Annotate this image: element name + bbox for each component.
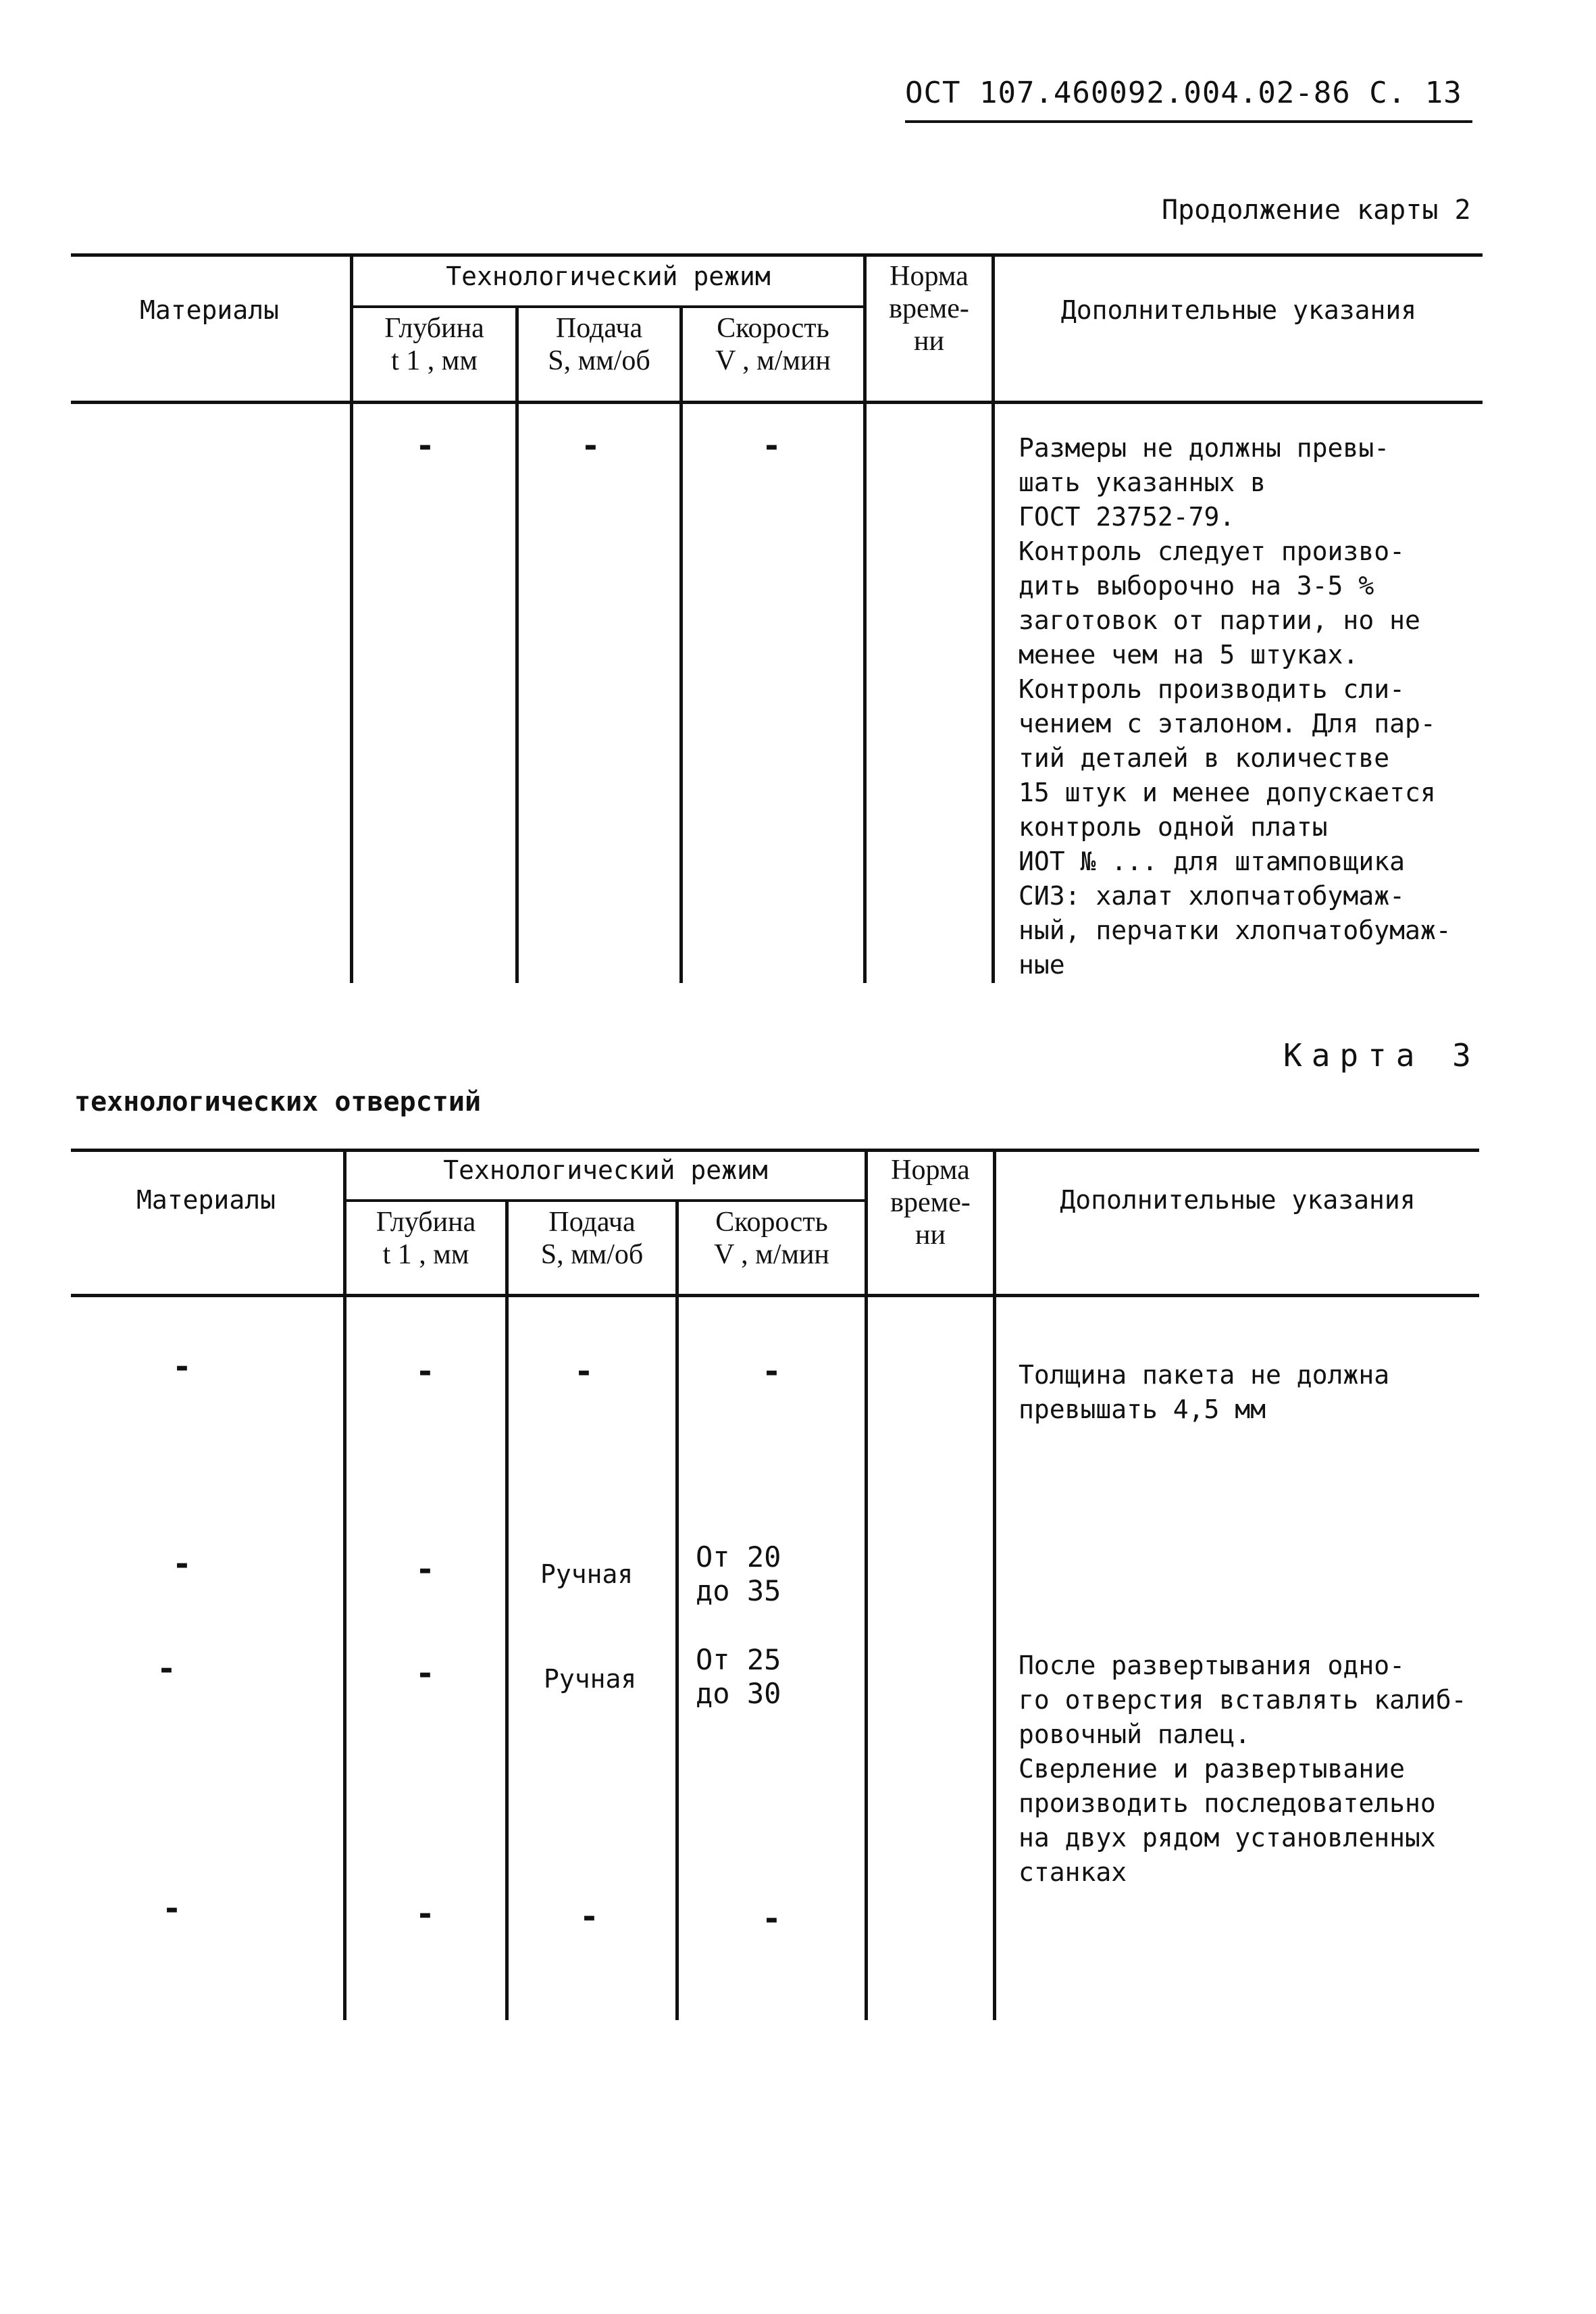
card2-speed-value: - [762,427,781,465]
card3-row2-feed: Ручная [540,1559,634,1589]
card3-row1-material: - [172,1348,192,1386]
col-depth: Глубина t 1 , мм [384,313,484,376]
card3-row3-depth: - [415,1655,435,1692]
col-materials: Материалы [140,295,279,325]
card3-row1-speed: - [762,1353,781,1390]
card2-notes: Размеры не должны превы- шать указанных в ГОСТ 23752-79. Контроль следует произво- дить выборочно на 3-5 % заготовок от партии, но не менее чем на 5 штуках. Контроль производить сли- чением с эталоном. Для пар- тий деталей в количестве 15 штук и менее допускается контроль одной платы ИОТ № ... для штамповщика СИЗ: халат хлопчатобумаж- ный, перчатки хлопчатобумаж- ные [1019,433,1451,980]
card2-feed-value: - [581,427,600,465]
card3-row4-feed: - [580,1898,599,1936]
card3-col-time-norm: Норма време- ни [890,1155,971,1251]
card3-col-speed: Скорость V , м/мин [714,1207,829,1270]
card3-col-tech-mode: Технологический режим [443,1155,768,1185]
header-underline [905,120,1472,123]
card3-row1-notes: Толщина пакета не должна превышать 4,5 мм [1019,1360,1390,1424]
card3-row1-depth: - [415,1353,435,1390]
card3-row2-material: - [172,1545,192,1583]
card3-row3-material: - [157,1650,176,1688]
card3-title: Карта 3 [1283,1037,1481,1074]
card2-depth-value: - [415,427,435,465]
card3-row4-depth: - [415,1895,435,1933]
col-feed: Подача S, мм/об [548,313,650,376]
continuation-label: Продолжение карты 2 [1162,195,1471,226]
card3-col-depth: Глубина t 1 , мм [376,1207,476,1270]
col-tech-mode: Технологический режим [446,261,771,291]
card3-row3-speed: От 25 до 30 [696,1643,781,1710]
card3-col-feed: Подача S, мм/об [540,1207,644,1270]
card3-row4-material: - [162,1890,182,1928]
card3-row2-speed: От 20 до 35 [696,1540,781,1607]
col-speed: Скорость V , м/мин [715,313,831,376]
card3-col-materials: Материалы [136,1185,276,1215]
card3-row3-feed: Ручная [544,1664,637,1694]
card3-subtitle: технологических отверстий [74,1086,482,1117]
card3-col-notes: Дополнительные указания [1060,1185,1416,1215]
card3-row3-notes: После развертывания одно- го отверстия вставлять калиб- ровочный палец. Сверление и развертывание производить последовательно на двух рядом установленных станках [1019,1651,1467,1887]
col-time-norm: Норма време- ни [889,261,969,357]
card3-row2-depth: - [415,1551,435,1588]
col-notes: Дополнительные указания [1060,295,1417,325]
card3-row1-feed: - [574,1353,594,1390]
page-header: ОСТ 107.460092.004.02-86 С. 13 [905,76,1462,110]
card3-row4-speed: - [762,1900,781,1938]
